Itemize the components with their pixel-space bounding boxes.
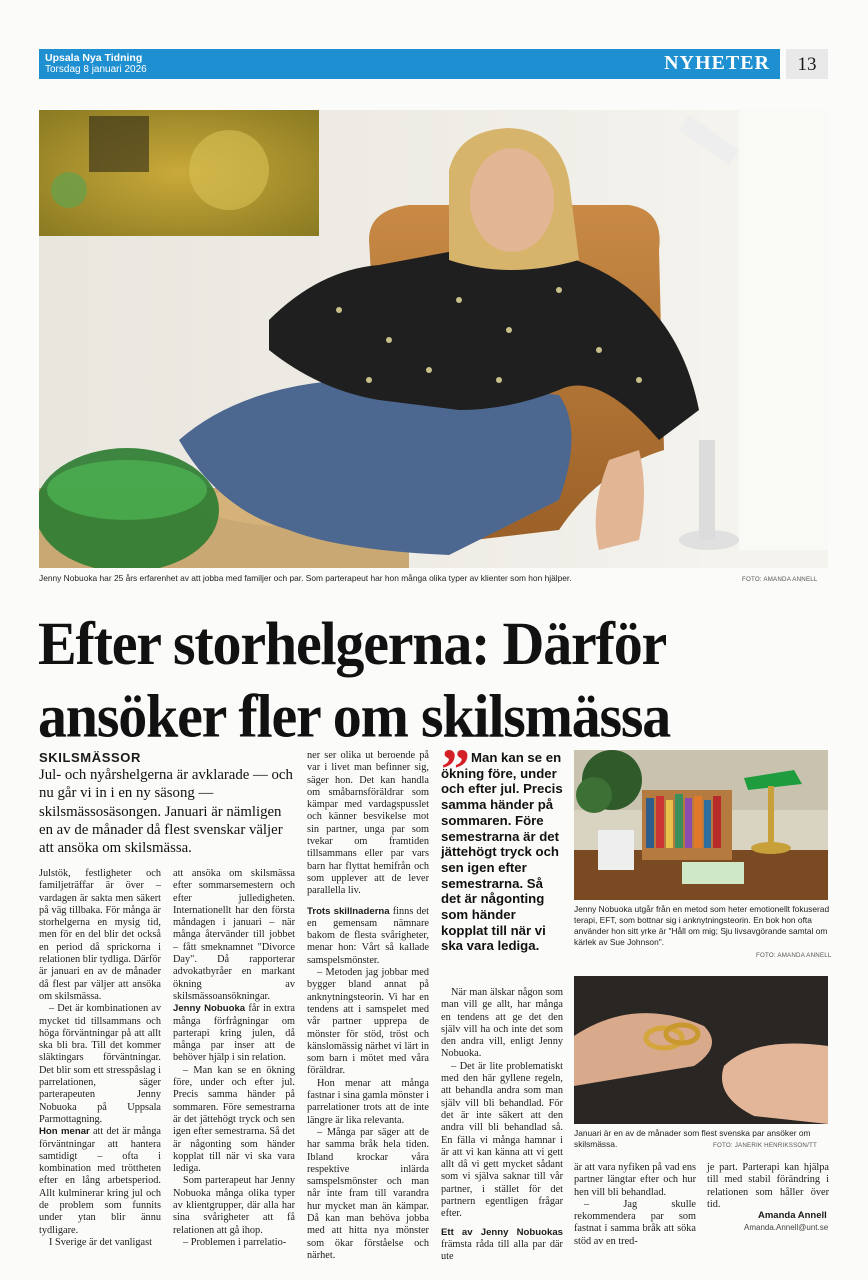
paragraph: Hon menar att många fastnar i sina gamla mönster i parrelationer trots att de inte längre är lika relevanta. [307, 1077, 429, 1126]
paragraph: I Sverige är det vanligast [49, 1236, 152, 1248]
paragraph [173, 1003, 295, 1064]
byline-email[interactable]: Amanda.Annell@unt.se [744, 1223, 829, 1232]
headline-line-2: ansöker fler om skilsmässa [38, 681, 671, 751]
side-photo-2-credit: FOTO: JANERIK HENRIKSSON/TT [713, 1142, 817, 1149]
side-photo-rings [574, 976, 828, 1124]
article-column-4 [441, 987, 563, 1264]
rings-illustration [574, 976, 828, 1124]
section-label: NYHETER [664, 52, 770, 74]
issue-date: Torsdag 8 januari 2026 [45, 64, 147, 75]
paragraph [39, 1126, 161, 1237]
quote-mark-icon: ” [441, 737, 470, 802]
paragraph: att ansöka om skilsmässa efter sommarsemestern och efter julledigheten. Internationellt har den första måndagen i januari – när många återvänder till jobbet – fått smeknamnet "Divorce Day". Då rapporterar advokatbyråer en markant ökning av skilsmässoansökningar. [173, 868, 295, 1002]
paragraph: ner ser olika ut beroende på var i livet man befinner sig, säger hon. Det kan handla om småbarnsföräldrar som kämpar med vardagspusslet och känner besvikelse mot sin partner, unga par som tvekar om framtiden tillsammans eller par vars barn har flyttat hemifrån och som upplever att de lever parallella liv. [307, 750, 429, 897]
page-header [39, 49, 780, 79]
article-kicker: SKILSMÄSSOR [39, 750, 141, 765]
article-headline [38, 608, 838, 752]
headline-line-1: Efter storhelgerna: Därför [38, 609, 667, 678]
main-photo [39, 110, 828, 568]
paragraph-text: får in extra många förfrågningar om parterapi kring julen, då många par inser att de behöver hjälp i sin relation. [173, 1003, 295, 1064]
paragraph-text: att det är många förväntningar att hantera samtidigt – ofta i kombination med tröttheten efter en lång arbetsperiod. Allt kulminerar kring jul och de problem som funnits under ytan blir ännu tydligare. [39, 1126, 161, 1236]
page-number: 13 [786, 49, 828, 79]
byline-name: Amanda Annell [758, 1210, 827, 1221]
paragraph: När man älskar någon som man vill ge allt, har många en tendens att ge det den själv vill ha och inte det som den andra vill, enligt Jenny Nobuoka. [441, 987, 563, 1060]
side-photo-1-caption: Jenny Nobuoka utgår från en metod som heter emotionellt fokuserad terapi, EFT, som bottnar sig i anknytningsteorin. En bok hon ofta använder hon sitt yrke är "Håll om mig; Sju livsavgörande samtal om kärlek av Sue Johnson". [574, 904, 830, 947]
paragraph: – Det är kombinationen av mycket tid tillsammans och höga förväntningar på att allt ska bli bra. Till det kommer släktingars förväntningar. Det blir som ett stresspåslag i parrelationen, säger parterapeuten Jenny Nobuoka på Uppsala Parmottagning. [39, 1003, 161, 1125]
article-column-5 [574, 1162, 696, 1248]
article-column-2 [173, 868, 295, 1249]
paragraph: är att vara nyfiken på vad ens partner längtar efter och hur hen vill bli behandlad. [574, 1162, 696, 1198]
side-photo-1-credit: FOTO: AMANDA ANNELL [756, 952, 832, 959]
main-photo-credit: FOTO: AMANDA ANNELL [742, 576, 818, 583]
main-photo-caption: Jenny Nobuoka har 25 års erfarenhet av att jobba med familjer och par. Som parterapeut har hon många olika typer av klienter som hon hjälper. [39, 573, 572, 583]
side-photo-bookshelf [574, 750, 828, 900]
paragraph: – Det är lite problematiskt med den här gyllene regeln, att behandla andra som man själv vill bli behandlad. För det är inte säkert att den andra vill bli behandlad så. En fälla vi många hamnar i är att vi kan känna att vi gett allt då vi gett mycket sådant som vi själva saknar till vår partner, i stället för det partnern egentligen frågar efter. [441, 1060, 563, 1220]
paragraph: – Metoden jag jobbar med bygger bland annat på anknytningsteorin. Vi har en tendens att i samspelet med vår partner upprepa de mönster för stöd, tröst och känslomässig närhet vi lärt in som barn i mötet med våra föräldrar. [307, 967, 429, 1077]
article-column-6 [707, 1162, 829, 1211]
paragraph: – Problemen i parrelatio- [183, 1236, 287, 1248]
lead-in: Trots skillnaderna [307, 905, 390, 917]
lead-in: Ett av Jenny Nobuokas [441, 1226, 563, 1238]
article-column-1 [39, 868, 161, 1249]
article-ingress: Jul- och nyårshelgerna är avklarade — och nu går vi in i en ny säsong — skilsmässosäsongen. Januari är nämligen en av de månader då flest svenskar väljer att ansöka om skilsmässa. [39, 767, 293, 857]
article-column-3 [307, 750, 429, 1262]
paragraph: Julstök, festligheter och familjeträffar är över – vardagen är sakta men säkert på väg tillbaka. För många är storhelgerna en mysig tid, men för en del blir det också en period då sprickorna i relationen blir tydliga. Därför är januari en av de månader då flest par väljer att ansöka om skilsmässa. [39, 868, 161, 1002]
paragraph [307, 906, 429, 967]
paragraph: – Många par säger att de har samma bråk hela tiden. Ibland krockar våra respektive inlärda samspelsmönster och man når inte fram till varandra hur mycket man än kämpar. Då kan man behöva jobba med att hitta nya mönster som ökar förståelse och närhet. [307, 1126, 429, 1261]
pull-quote: Man kan se en ökning före, under och efter jul. Precis samma händer på sommaren. Före semestrarna är det jättehögt tryck och sen igen efter semestrarna. Så det är någonting som händer kopplat till när vi ska vara lediga. [441, 750, 563, 954]
newspaper-name: Upsala Nya Tidning [45, 52, 143, 64]
paragraph-text: främsta råda till alla par där ute [441, 1238, 563, 1263]
paragraph: – Man kan se en ökning före, under och efter jul. Precis samma händer på sommaren. Före semestrarna är det jättehögt tryck och sen igen efter semestrarna. Så det är någonting som händer kopplat till när vi ska vara lediga. [173, 1064, 295, 1175]
paragraph-text: finns det en gemensam nämnare bakom de flesta svårigheter, menar hon: Vårt så kallade samspelsmönster. [307, 905, 430, 966]
lead-in: Jenny Nobuoka [173, 1003, 246, 1015]
paragraph: Som parterapeut har Jenny Nobuoka många olika typer av klientgrupper, där alla har sina svårigheter att få relationen att gå ihop. [173, 1175, 295, 1236]
paragraph [441, 1227, 563, 1264]
paragraph: – Jag skulle rekommendera par som fastnat i samma bråk att söka stöd av en tred- [574, 1198, 696, 1247]
paragraph: je part. Parterapi kan hjälpa till med stabil förändring i relationen som håller över tid. [707, 1162, 829, 1210]
lead-in: Hon menar [39, 1126, 90, 1138]
main-photo-illustration [39, 110, 828, 568]
bookshelf-illustration [574, 750, 828, 900]
side-photo-2-caption: Januari är en av de månader som flest svenska par ansöker om skilsmässa. [574, 1128, 811, 1149]
